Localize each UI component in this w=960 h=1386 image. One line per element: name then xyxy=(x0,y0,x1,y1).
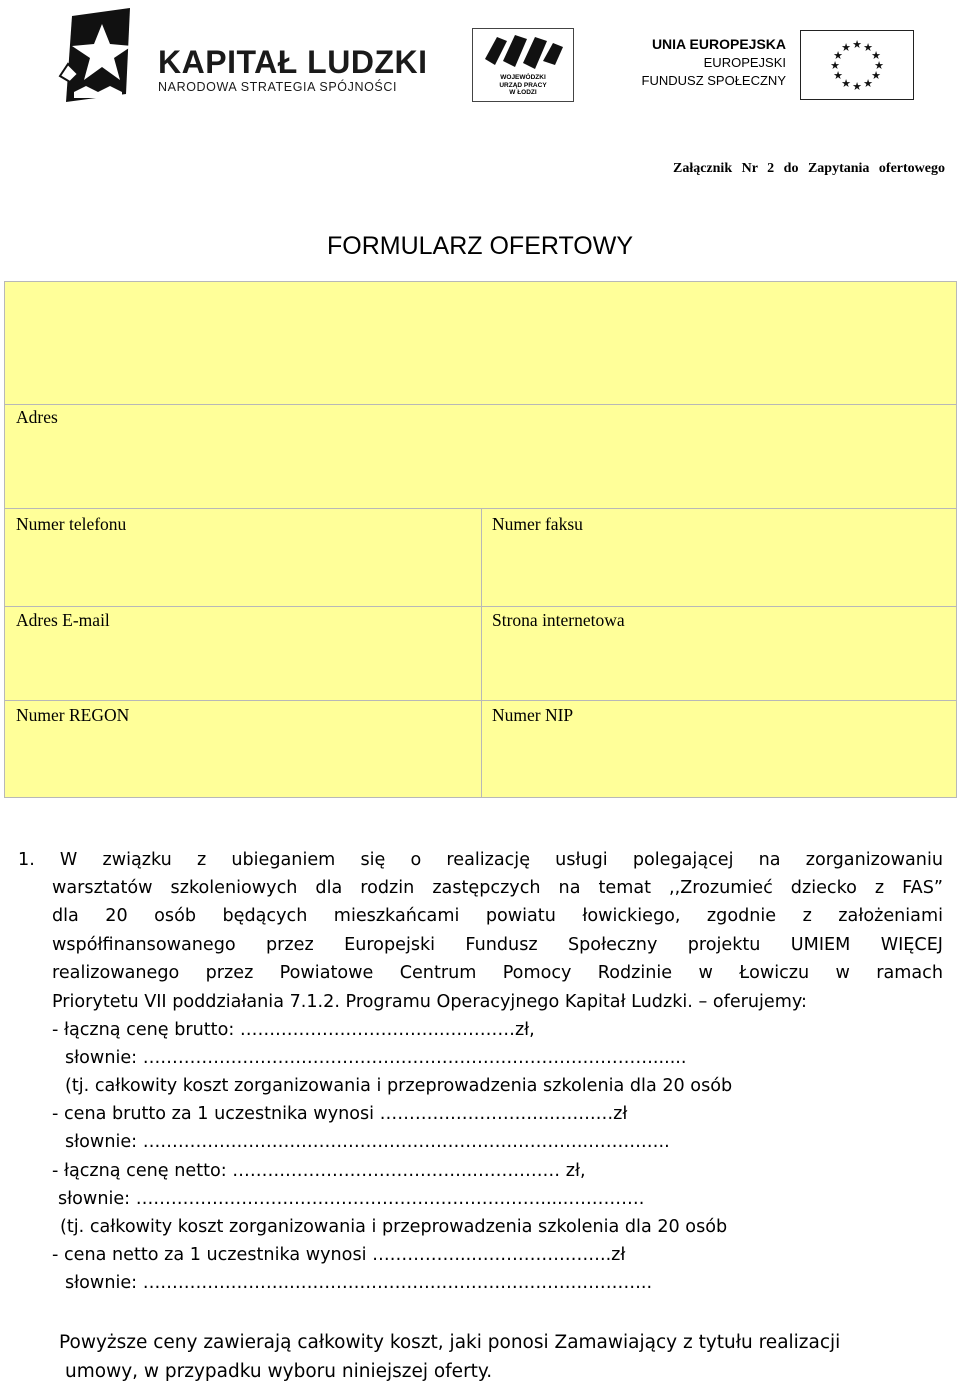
svg-text:★: ★ xyxy=(863,77,873,90)
annex-label: Załącznik Nr 2 do Zapytania ofertowego xyxy=(672,161,945,176)
paragraph-line: 1. W związku z ubieganiem się o realizację usługi polegającej na zorganizowaniu xyxy=(18,850,943,870)
svg-text:★: ★ xyxy=(830,59,840,72)
wup-lodz-text xyxy=(473,74,573,97)
wup-lodz-logo xyxy=(472,28,574,102)
paragraph-line: warsztatów szkoleniowych dla rodzin zastępczych na temat ,,Zrozumieć dziecko z FAS” xyxy=(52,878,943,898)
wup-line-1: WOJEWÓDZKI xyxy=(500,74,546,81)
svg-text:★: ★ xyxy=(874,59,884,72)
total-cost-note-line-2: (tj. całkowity koszt zorganizowania i przeprowadzenia szkolenia dla 20 osób xyxy=(60,1217,728,1237)
wup-arrows-icon xyxy=(473,29,573,73)
svg-text:★: ★ xyxy=(852,80,862,93)
form-column-divider xyxy=(481,508,482,797)
svg-text:★: ★ xyxy=(833,69,843,82)
eu-flag-icon xyxy=(800,30,914,100)
website-label: Strona internetowa xyxy=(492,610,625,630)
offer-form-table xyxy=(4,281,957,798)
gross-per-participant-words-line: słownie: ………………………………………………………………….………….. xyxy=(65,1132,670,1152)
net-per-participant-words-line: słownie: …………………….…………………………………………………….. xyxy=(65,1273,653,1293)
svg-text:★: ★ xyxy=(841,77,851,90)
kapital-ludzki-title: KAPITAŁ LUDZKI xyxy=(158,44,428,80)
paragraph-line: Priorytetu VII poddziałania 7.1.2. Programu Operacyjnego Kapitał Ludzki. – oferujemy: xyxy=(52,992,807,1012)
net-total-line: - łączną cenę netto: …………………………………..…………… zł, xyxy=(52,1161,586,1181)
svg-text:★: ★ xyxy=(871,49,881,62)
address-label: Adres xyxy=(16,407,58,427)
total-cost-note-line: (tj. całkowity koszt zorganizowania i przeprowadzenia szkolenia dla 20 osób xyxy=(65,1076,733,1096)
eu-union-text: UNIA EUROPEJSKA xyxy=(651,36,786,52)
fax-label: Numer faksu xyxy=(492,514,583,534)
svg-text:★: ★ xyxy=(871,69,881,82)
gross-total-line: - łączną cenę brutto: ……………………………..…………zł, xyxy=(52,1020,535,1040)
wup-line-3: W ŁODZI xyxy=(509,89,537,96)
gross-total-words-line: słownie: ……………………………………………………………………………...... xyxy=(65,1048,687,1068)
nip-label: Numer NIP xyxy=(492,705,574,725)
email-label: Adres E-mail xyxy=(16,610,110,630)
paragraph-line: współfinansowanego przez Europejski Fundusz Społeczny projektu UMIEM WIĘCEJ xyxy=(52,935,943,955)
footer-line-2: umowy, w przypadku wyboru niniejszej oferty. xyxy=(65,1361,493,1382)
kapital-ludzki-logo xyxy=(52,6,428,114)
gross-per-participant-line: - cena brutto za 1 uczestnika wynosi ………………………...…….…zł xyxy=(52,1104,628,1124)
eu-fund-text-1: EUROPEJSKI xyxy=(703,55,786,70)
form-divider-address xyxy=(5,404,956,405)
kapital-ludzki-emblem-icon xyxy=(52,6,156,114)
footer-note xyxy=(59,1328,840,1386)
wup-line-2: URZĄD PRACY xyxy=(499,81,547,89)
paragraph-line: realizowanego przez Powiatowe Centrum Pomocy Rodzinie w Łowiczu w ramach xyxy=(52,963,943,983)
svg-text:★: ★ xyxy=(841,41,851,54)
phone-label: Numer telefonu xyxy=(16,514,127,534)
page-title: FORMULARZ OFERTOWY xyxy=(326,232,634,260)
kapital-ludzki-subtitle: NARODOWA STRATEGIA SPÓJNOŚCI xyxy=(158,80,398,94)
net-total-words-line: słownie: …………………………………………………………….....…………. xyxy=(58,1189,645,1209)
eu-efs-logo xyxy=(641,28,916,100)
eu-fund-text-2: FUNDUSZ SPOŁECZNY xyxy=(641,73,786,88)
svg-text:★: ★ xyxy=(833,49,843,62)
paragraph-line: dla 20 osób będących mieszkańcami powiatu łowickiego, zgodnie z założeniami xyxy=(52,906,943,926)
svg-text:★: ★ xyxy=(852,38,862,51)
svg-text:★: ★ xyxy=(863,41,873,54)
footer-line-1: Powyższe ceny zawierają całkowity koszt, jaki ponosi Zamawiający z tytułu realizacji xyxy=(59,1332,841,1353)
net-per-participant-line: - cena netto za 1 uczestnika wynosi ……………...…………………..zł xyxy=(52,1245,626,1265)
regon-label: Numer REGON xyxy=(16,705,130,725)
